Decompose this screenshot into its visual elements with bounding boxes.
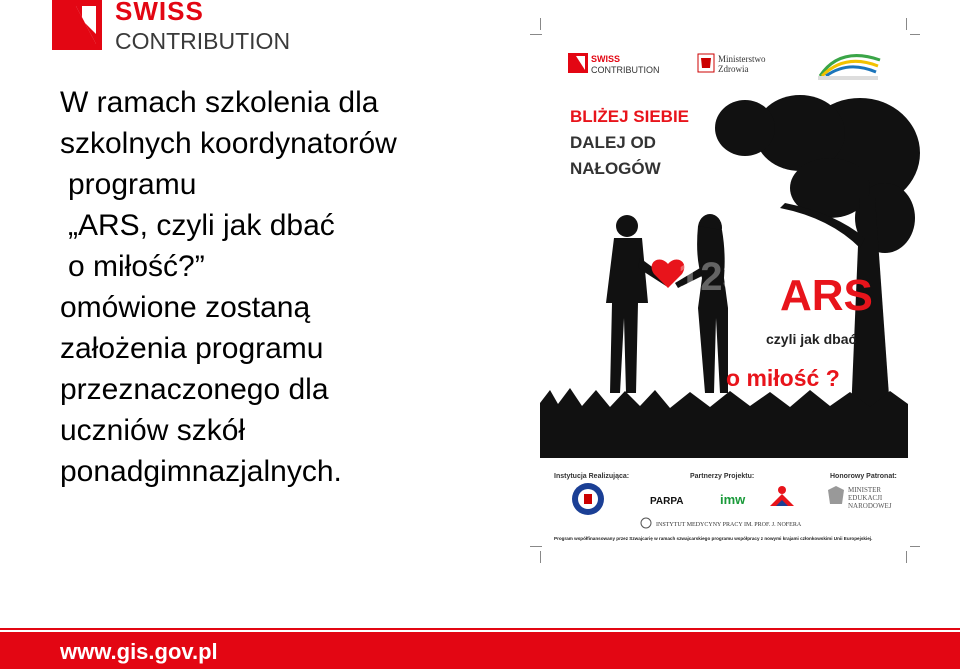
- poster-label-patronage: Honorowy Patronat:: [830, 473, 897, 480]
- poster-headline-line1: BLIŻEJ SIEBIE: [570, 107, 690, 126]
- poster-label-institution: Instytucja Realizująca:: [554, 473, 630, 480]
- body-line: o miłość?”: [68, 250, 205, 283]
- institute-emblem-icon: [641, 518, 651, 528]
- footer-website-link[interactable]: www.gis.gov.pl: [60, 639, 218, 664]
- swiss-contribution-logo: [52, 0, 312, 56]
- poster-artwork: [530, 18, 920, 563]
- poster-logo-contribution: CONTRIBUTION: [591, 65, 660, 75]
- body-line: założenia programu: [60, 332, 324, 365]
- poster-ministry-line2: Zdrowia: [718, 64, 749, 74]
- poster-partner-imw: imw: [720, 492, 746, 507]
- footer-divider: [0, 628, 960, 630]
- poster-subtitle: czyli jak dbać: [766, 331, 857, 347]
- poster-minister-line1: MINISTER: [848, 486, 882, 494]
- poster-logo-swiss: SWISS: [591, 54, 621, 64]
- slide-body-text: [60, 82, 520, 492]
- logo-contribution-text: CONTRIBUTION: [115, 28, 291, 54]
- poster-funding-note: Program współfinansowany przez Szwajcarię w ramach szwajcarskiego programu współpracy z nowymi krajami członkowskimi Unii Europejskiej.: [554, 536, 873, 541]
- body-line: uczniów szkół: [60, 414, 246, 447]
- grass-silhouette-icon: [540, 388, 908, 458]
- poster-label-partners: Partnerzy Projektu:: [690, 473, 755, 480]
- body-line: szkolnych koordynatorów: [60, 127, 397, 160]
- watermark-text: 123RF: [678, 255, 799, 299]
- poster-headline-line3: NAŁOGÓW: [570, 159, 661, 178]
- poster-subtitle-question: o miłość ?: [726, 365, 840, 391]
- arc-logo-icon: [818, 56, 880, 80]
- logo-swiss-text: SWISS: [115, 0, 204, 26]
- minister-eagle-icon: [828, 486, 844, 504]
- body-line: „ARS, czyli jak dbać: [68, 209, 335, 242]
- poster-ars-title: ARS: [780, 271, 873, 320]
- partner-people-logo-icon: [770, 486, 794, 506]
- footer-bar: [0, 632, 960, 669]
- poster-ministry-line1: Ministerstwo: [718, 54, 766, 64]
- body-line: omówione zostaną: [60, 291, 311, 324]
- body-line: przeznaczonego dla: [60, 373, 329, 406]
- ars-program-poster: [530, 18, 920, 563]
- poster-partner-parpa: PARPA: [650, 496, 684, 507]
- swiss-flag-icon: [52, 0, 102, 50]
- body-line: ponadgimnazjalnych.: [60, 455, 342, 488]
- poster-minister-line2: EDUKACJI: [848, 494, 883, 502]
- body-line: W ramach szkolenia dla: [60, 86, 379, 119]
- body-line: programu: [68, 168, 197, 201]
- poster-headline-line2: DALEJ OD: [570, 133, 656, 152]
- poster-institute: INSTYTUT MEDYCYNY PRACY IM. PROF. J. NOFERA: [656, 522, 802, 528]
- poster-minister-line3: NARODOWEJ: [848, 502, 892, 510]
